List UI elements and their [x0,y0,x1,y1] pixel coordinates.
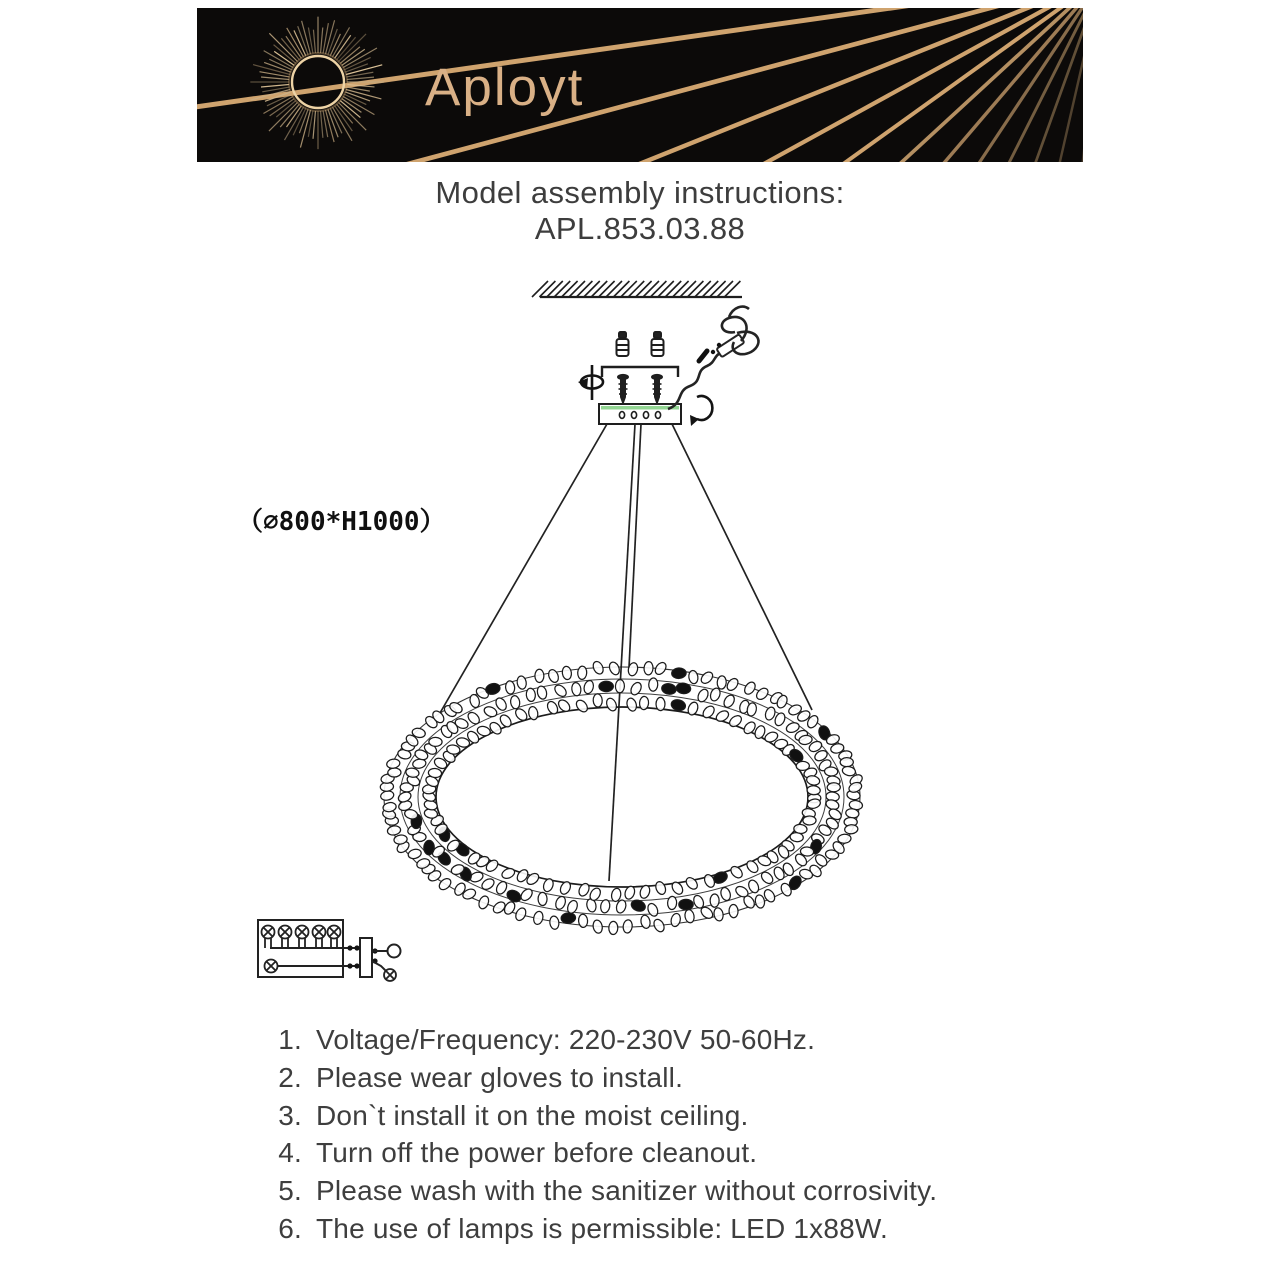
canopy [599,404,681,424]
suspension-cable-rear [629,424,641,668]
model-number: APL.853.03.88 [534,211,746,246]
page-title: Model assembly instructions: [435,175,845,210]
driver-box [360,938,372,977]
lamp-symbol-bottom [265,960,278,973]
wire-end-terminal [388,945,401,958]
dimension-label: （⌀800*H1000） [237,507,446,537]
instruction-item: 4. Turn off the power before cleanout. [310,1134,1150,1172]
lamp-symbols-top [262,926,341,949]
ring-loop-field [380,660,864,935]
mounting-bracket [602,367,678,377]
ring-chandelier [380,660,864,935]
suspension-cable-right [672,424,812,710]
instruction-item: 1. Voltage/Frequency: 220-230V 50-60Hz. [310,1021,1150,1059]
screw-left-icon [618,374,629,404]
wall-anchor-left-icon [617,332,629,356]
canopy-green-strip [601,406,679,410]
power-cord [668,307,758,409]
ground-lamp-symbol [384,969,396,981]
screw-right-icon [652,374,663,404]
suspension-cable-middle [609,424,635,881]
brand-wordmark: Aployt [425,58,585,117]
instruction-item: 3. Don`t install it on the moist ceiling. [310,1097,1150,1135]
wall-anchor-right-icon [652,332,664,356]
instruction-item: 6. The use of lamps is permissible: LED 1x88W. [310,1210,1150,1248]
ring-mid-edge-1 [418,693,826,901]
instruction-item: 2. Please wear gloves to install. [310,1059,1150,1097]
instruction-item: 5. Please wash with the sanitizer without corrosivity. [310,1172,1150,1210]
rotate-c-icon [690,396,712,426]
ceiling-hatch [532,281,742,297]
wiring-diagram [258,920,401,981]
rotate-phi-icon [578,365,603,400]
instructions-list [258,1021,1150,1248]
